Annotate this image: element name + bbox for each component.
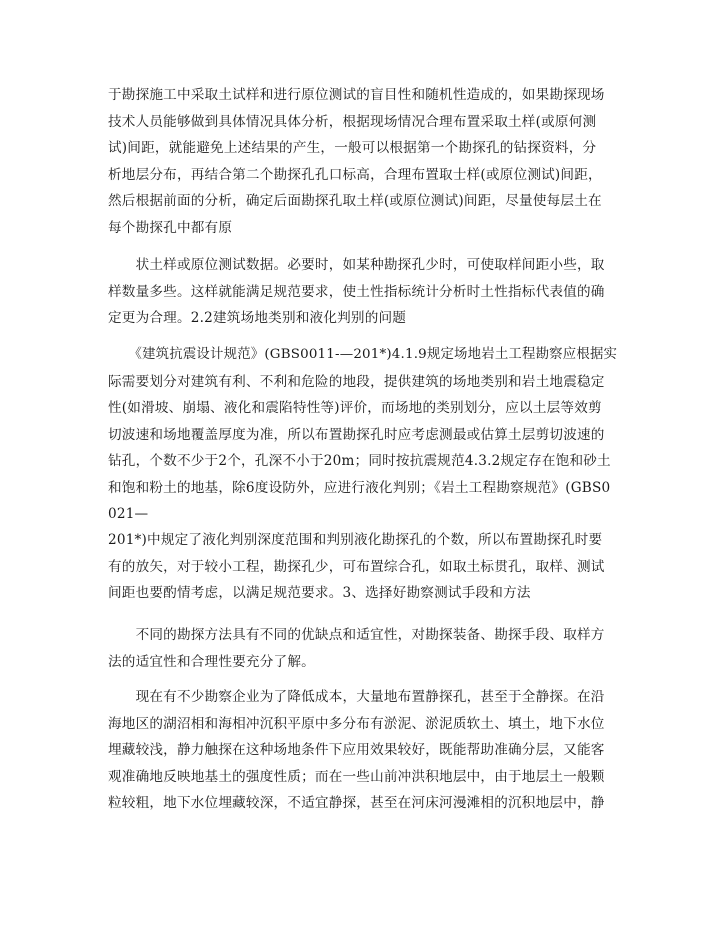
text-line: 201*)中规定了液化判别深度范围和判别液化勘探孔的个数，所以布置勘探孔时要 bbox=[108, 532, 603, 548]
text-line: 观准确地反映地基土的强度性质；而在一些山前冲洪积地层中，由于地层土一般颗 bbox=[108, 768, 605, 785]
paragraph-survey-methods bbox=[108, 622, 618, 675]
paragraph-seismic-code bbox=[108, 342, 618, 528]
text-line: 于勘探施工中采取土试样和进行原位测试的盲目性和随机性造成的，如果勘探现场 bbox=[108, 87, 605, 103]
text-line: 《建筑抗震设计规范》(GBS0011-—201*)4.1.9规定场地岩土工程勘察应根据实 bbox=[108, 347, 618, 362]
text-line: 样数量多些。这样就能满足规范要求，使土性指标统计分析时土性指标代表值的确 bbox=[108, 283, 605, 300]
text-line: 析地层分布，再结合第二个勘探孔孔口标高，合理布置取士样(或原位测试)间距， bbox=[108, 166, 602, 183]
text-line: 021— bbox=[108, 506, 149, 522]
text-line: 技术人员能够做到具体情况具体分析，根据现场情况合理布置采取土样(或原何测 bbox=[108, 113, 597, 130]
text-line: 际需要划分对建筑有利、不利和危险的地段，提供建筑的场地类别和岩土地震稳定 bbox=[108, 373, 605, 390]
text-line: 然后根据前面的分析，确定后面勘探孔取土样(或原位测试)间距，尽量使每层土在 bbox=[108, 193, 602, 209]
text-line: 现在有不少勘察企业为了降低成本，大量地布置静探孔，甚至于全静探。在沿 bbox=[108, 689, 605, 705]
text-line: 状土样或原位测试数据。必要时，如某种勘探孔少时，可使取样间距小些，取 bbox=[108, 257, 605, 273]
paragraph-undisturbed-samples bbox=[108, 252, 618, 332]
text-line: 钻孔，个数不少于2个，孔深不小于20m；同时按抗震规范4.3.2规定存在饱和砂土 bbox=[108, 453, 611, 469]
text-line: 不同的勘探方法具有不同的优缺点和适宜性，对勘探装备、勘探手段、取样方 bbox=[108, 627, 605, 643]
paragraph-cone-penetration bbox=[108, 684, 618, 817]
paragraph-liquefaction bbox=[108, 527, 618, 607]
paragraph-sampling-spacing bbox=[108, 82, 618, 241]
text-line: 每个勘探孔中都有原 bbox=[108, 219, 233, 236]
text-line: 埋藏较浅，静力触探在这种场地条件下应用效果较好，既能帮助准确分层，又能客 bbox=[108, 742, 605, 758]
text-line: 定更为合理。2.2建筑场地类别和液化判别的问题 bbox=[108, 310, 407, 326]
text-line: 性(如滑坡、崩塌、液化和震陷特性等)评价，而场地的类别划分，应以土层等效剪 bbox=[108, 400, 602, 416]
text-line: 试)间距，就能避免上述结果的产生，一般可以根据第一个勘探孔的钻探资料，分 bbox=[108, 140, 597, 156]
text-line: 和饱和粉土的地基，除6度设防外，应进行液化判别；《岩土工程勘察规范》(GBS0 bbox=[108, 479, 611, 496]
text-line: 粒较粗，地下水位埋藏较深，不适宜静探，甚至在河床河漫滩相的沉积地层中，静 bbox=[108, 795, 605, 811]
text-line: 有的放矢，对于较小工程，勘探孔少，可布置综合孔，如取土标贯孔，取样、测试 bbox=[108, 558, 605, 575]
text-line: 切波速和场地覆盖厚度为准，所以布置勘探孔时应考虑测最或估算土层剪切波速的 bbox=[108, 426, 605, 443]
text-line: 法的适宜性和合理性要充分了解。 bbox=[108, 653, 315, 670]
text-line: 海地区的湖沼相和海相冲沉积平原中多分布有淤泥、淤泥质软土、填土，地下水位 bbox=[108, 715, 605, 732]
text-line: 间距也要酌情考虑，以满足规范要求。3、选择好勘察测试手段和方法 bbox=[108, 585, 531, 601]
